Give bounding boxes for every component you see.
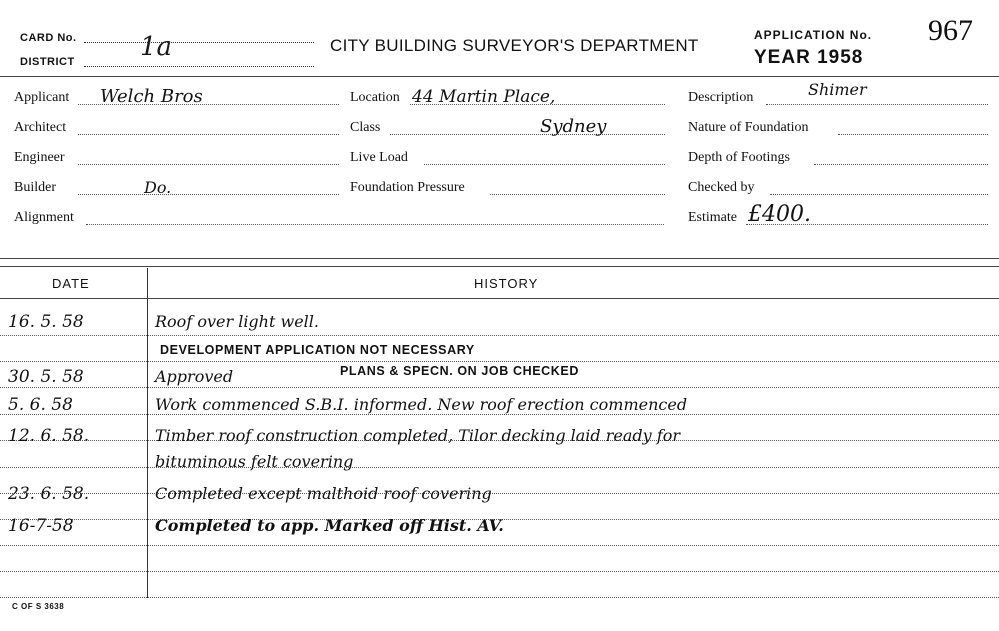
district-label: DISTRICT: [20, 56, 75, 68]
history-date: 12. 6. 58.: [8, 426, 90, 446]
live-load-label: Live Load: [350, 150, 408, 165]
history-column-header: HISTORY: [474, 276, 539, 291]
history-stamp-development: DEVELOPMENT APPLICATION NOT NECESSARY: [160, 343, 475, 357]
card-no-label: CARD No.: [20, 32, 77, 44]
alignment-dots: [86, 224, 664, 225]
architect-field: [14, 118, 339, 138]
checked-by-field: [688, 178, 988, 198]
applicant-label: Applicant: [14, 90, 70, 105]
location-field: [350, 88, 665, 108]
engineer-field: [14, 148, 339, 168]
estimate-value: £400.: [748, 202, 811, 227]
row-line: [0, 493, 999, 494]
depth-of-footings-label: Depth of Footings: [688, 150, 790, 165]
department-title: CITY BUILDING SURVEYOR'S DEPARTMENT: [330, 36, 699, 55]
builder-label: Builder: [14, 180, 56, 195]
row-line: [0, 597, 999, 598]
form-code: C OF S 3638: [12, 602, 65, 611]
builder-dots: [78, 194, 339, 195]
checked-by-label: Checked by: [688, 180, 755, 195]
depth-of-footings-field: [688, 148, 988, 168]
alignment-label: Alignment: [14, 210, 74, 225]
estimate-field: [688, 202, 988, 228]
table-header-rule: [0, 298, 999, 299]
class-field: [350, 118, 665, 138]
description-label: Description: [688, 90, 754, 105]
date-column-divider: [147, 268, 148, 598]
date-column-header: DATE: [52, 276, 90, 291]
district-value: 1a: [140, 32, 173, 62]
row-line: [0, 361, 999, 362]
history-stamp-plans: PLANS & SPECN. ON JOB CHECKED: [340, 364, 579, 378]
history-date: 5. 6. 58: [8, 395, 73, 415]
row-line: [0, 387, 999, 388]
engineer-label: Engineer: [14, 150, 65, 165]
description-field: [688, 80, 988, 108]
builder-field: [14, 178, 339, 198]
history-entry: Work commenced S.B.I. informed. New roof erection commenced: [155, 395, 688, 414]
history-entry: bituminous felt covering: [155, 452, 354, 471]
district-line: [84, 54, 314, 67]
history-entry: Roof over light well.: [155, 312, 319, 331]
architect-label: Architect: [14, 120, 67, 135]
class-label: Class: [350, 120, 381, 135]
nature-of-foundation-dots: [838, 134, 988, 135]
description-dots: [766, 104, 988, 105]
class-value: Sydney: [540, 116, 607, 137]
history-entry: Completed except malthoid roof covering: [155, 484, 492, 503]
engineer-dots: [78, 164, 339, 165]
architect-dots: [78, 134, 339, 135]
history-date: 16-7-58: [8, 516, 74, 536]
estimate-label: Estimate: [688, 210, 737, 225]
history-entry: Timber roof construction completed, Tilor decking laid ready for: [155, 426, 680, 445]
history-date: 16. 5. 58: [8, 312, 84, 332]
location-label: Location: [350, 90, 400, 105]
live-load-dots: [424, 164, 665, 165]
year-label: YEAR 1958: [754, 47, 864, 68]
applicant-field: [14, 88, 339, 108]
checked-by-dots: [770, 194, 988, 195]
row-line: [0, 414, 999, 415]
fields-rule-lower: [0, 266, 999, 267]
row-line: [0, 571, 999, 572]
foundation-pressure-label: Foundation Pressure: [350, 180, 465, 195]
history-date: 30. 5. 58: [8, 367, 84, 387]
header-rule: [0, 76, 999, 77]
application-number: 967: [928, 14, 973, 47]
alignment-field: [14, 208, 664, 228]
application-label: APPLICATION No.: [754, 28, 873, 42]
nature-of-foundation-label: Nature of Foundation: [688, 120, 809, 135]
class-dots: [390, 134, 665, 135]
foundation-pressure-field: [350, 178, 665, 198]
description-value: Shimer: [808, 80, 867, 99]
history-entry: Completed to app. Marked off Hist. AV.: [155, 516, 504, 535]
fields-rule-upper: [0, 258, 999, 259]
foundation-pressure-dots: [490, 194, 665, 195]
builder-value: Do.: [144, 178, 172, 197]
nature-of-foundation-field: [688, 118, 988, 138]
row-line: [0, 335, 999, 336]
location-value: 44 Martin Place,: [412, 87, 556, 107]
row-line: [0, 545, 999, 546]
history-entry: Approved: [155, 367, 234, 386]
history-date: 23. 6. 58.: [8, 484, 90, 504]
live-load-field: [350, 148, 665, 168]
depth-of-footings-dots: [814, 164, 988, 165]
applicant-value: Welch Bros: [100, 86, 203, 107]
row-line: [0, 467, 999, 468]
card-no-line: [84, 30, 314, 43]
